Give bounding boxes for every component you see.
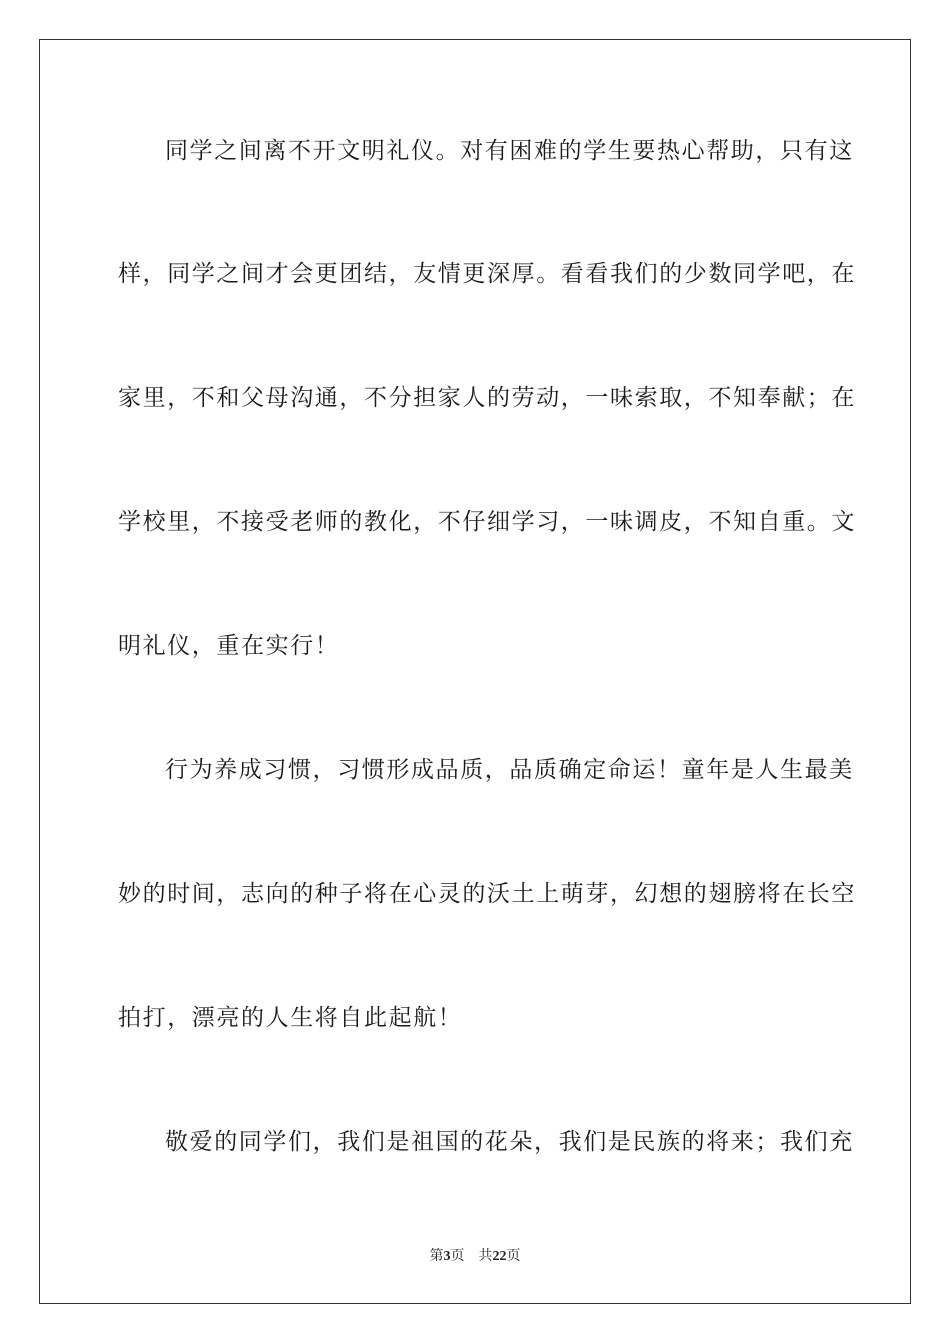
paragraph-3-line-1: 敬爱的同学们，我们是祖国的花朵，我们是民族的将来；我们充 — [165, 1129, 854, 1155]
page-number: 3 — [443, 1249, 451, 1264]
paragraph-1-line-2: 样，同学之间才会更团结，友情更深厚。看看我们的少数同学吧，在 — [118, 261, 856, 287]
page-suffix: 页 — [450, 1248, 465, 1264]
paragraph-2-line-2: 妙的时间，志向的种子将在心灵的沃土上萌芽，幻想的翅膀将在长空 — [118, 881, 856, 907]
paragraph-1-line-5: 明礼仪，重在实行！ — [118, 633, 340, 659]
page-prefix: 第 — [429, 1248, 444, 1264]
page-footer — [0, 1247, 950, 1266]
page-border — [39, 39, 911, 1304]
paragraph-1-line-4: 学校里，不接受老师的教化，不仔细学习，一味调皮，不知自重。文 — [118, 509, 856, 535]
total-prefix: 共 — [478, 1248, 493, 1264]
paragraph-2-line-1: 行为养成习惯，习惯形成品质，品质确定命运！童年是人生最美 — [165, 757, 854, 783]
total-pages: 22 — [492, 1249, 507, 1264]
paragraph-2-line-3: 拍打，漂亮的人生将自此起航！ — [118, 1005, 463, 1031]
paragraph-1-line-1: 同学之间离不开文明礼仪。对有困难的学生要热心帮助，只有这 — [165, 138, 854, 164]
total-suffix: 页 — [506, 1248, 521, 1264]
paragraph-1-line-3: 家里，不和父母沟通，不分担家人的劳动，一味索取，不知奉献；在 — [118, 385, 856, 411]
